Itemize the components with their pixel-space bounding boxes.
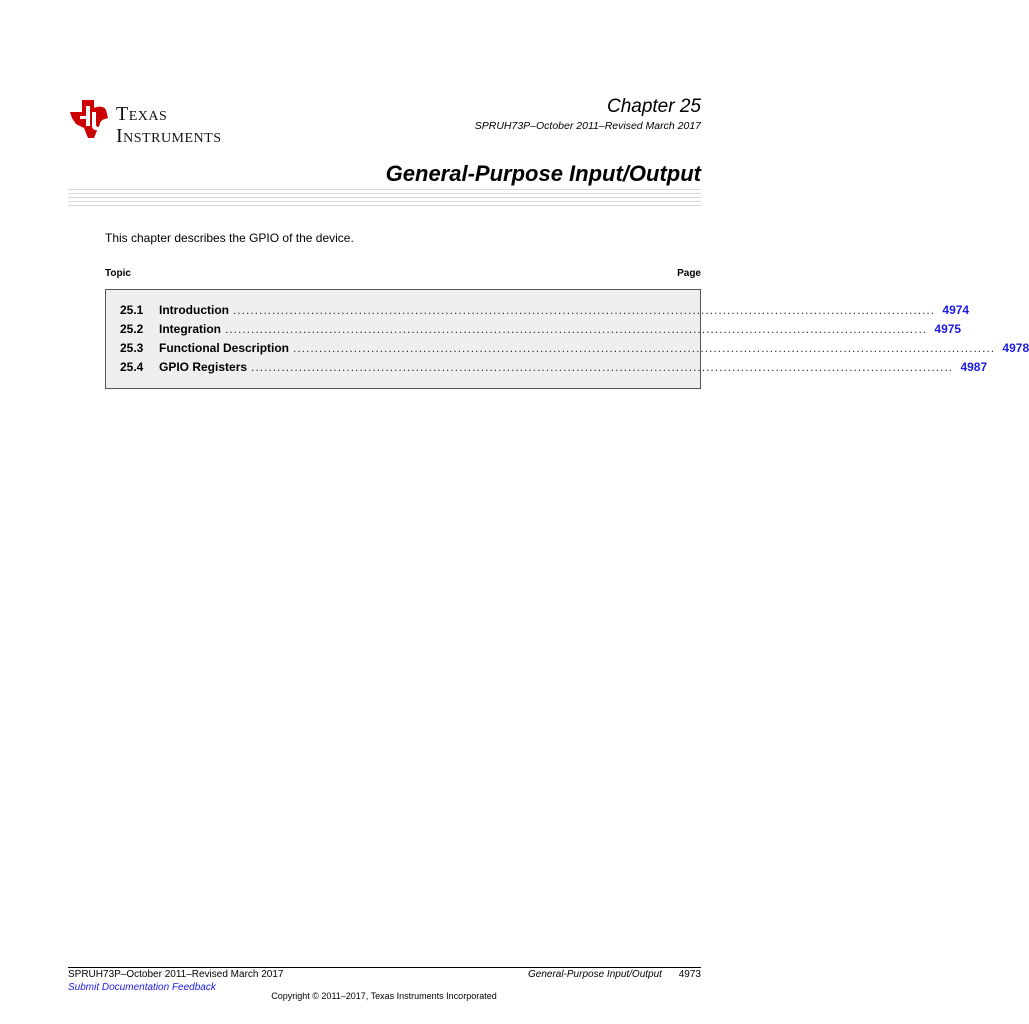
page-number: 4973 bbox=[678, 969, 701, 980]
toc-entry[interactable] bbox=[120, 322, 962, 338]
feedback-link[interactable]: Submit Documentation Feedback bbox=[68, 982, 216, 993]
footer-right bbox=[528, 969, 701, 980]
toc-entry-label[interactable]: Functional Description bbox=[159, 341, 290, 355]
title-rule-4 bbox=[68, 201, 701, 202]
page-title: General-Purpose Input/Output bbox=[385, 161, 701, 186]
toc-leader-dots: .................................................................................................................................................................. bbox=[293, 341, 996, 355]
logo-line2: Instruments bbox=[116, 125, 222, 147]
title-rule-5 bbox=[68, 205, 701, 206]
toc-entry-number: 25.4 bbox=[120, 360, 144, 374]
toc-entry-page-link[interactable]: 4974 bbox=[942, 303, 970, 317]
ti-logo-icon bbox=[68, 98, 112, 140]
footer-title: General-Purpose Input/Output bbox=[527, 969, 662, 980]
toc-entry-page-link[interactable]: 4975 bbox=[934, 322, 962, 336]
toc-entry[interactable] bbox=[120, 303, 970, 319]
intro-text: This chapter describes the GPIO of the device. bbox=[105, 231, 354, 245]
toc-leader-dots: .................................................................................................................................................................. bbox=[251, 360, 954, 374]
toc-entry-number: 25.1 bbox=[120, 303, 144, 317]
toc-box bbox=[105, 289, 1029, 389]
toc-leader-dots: .................................................................................................................................................................. bbox=[225, 322, 928, 336]
title-rule-3 bbox=[68, 197, 701, 198]
title-rule-1 bbox=[68, 189, 701, 190]
toc-entry-number: 25.3 bbox=[120, 341, 144, 355]
ti-logo-wordmark bbox=[116, 104, 276, 146]
toc-entry-label[interactable]: Integration bbox=[159, 322, 221, 336]
logo-line1: Texas bbox=[116, 103, 168, 125]
toc-page-header: Page bbox=[677, 268, 701, 279]
toc-topic-header: Topic bbox=[105, 268, 131, 279]
footer-doc-id: SPRUH73P–October 2011–Revised March 2017 bbox=[68, 969, 284, 980]
chapter-label: Chapter 25 bbox=[606, 96, 701, 117]
copyright-text: Copyright © 2011–2017, Texas Instruments Incorporated bbox=[271, 991, 497, 1001]
doc-id: SPRUH73P–October 2011–Revised March 2017 bbox=[474, 120, 701, 132]
footer-rule bbox=[68, 967, 701, 968]
title-rule-2 bbox=[68, 193, 701, 194]
toc-entry-page-link[interactable]: 4987 bbox=[960, 360, 988, 374]
toc-entry-page-link[interactable]: 4978 bbox=[1002, 341, 1029, 355]
toc-leader-dots: .................................................................................................................................................................. bbox=[232, 303, 936, 317]
toc-entry[interactable] bbox=[120, 341, 1029, 357]
toc-entry-label[interactable]: Introduction bbox=[159, 303, 229, 317]
toc-entry-label[interactable]: GPIO Registers bbox=[159, 360, 248, 374]
toc-entry-number: 25.2 bbox=[120, 322, 144, 336]
toc-entry[interactable] bbox=[120, 360, 988, 376]
